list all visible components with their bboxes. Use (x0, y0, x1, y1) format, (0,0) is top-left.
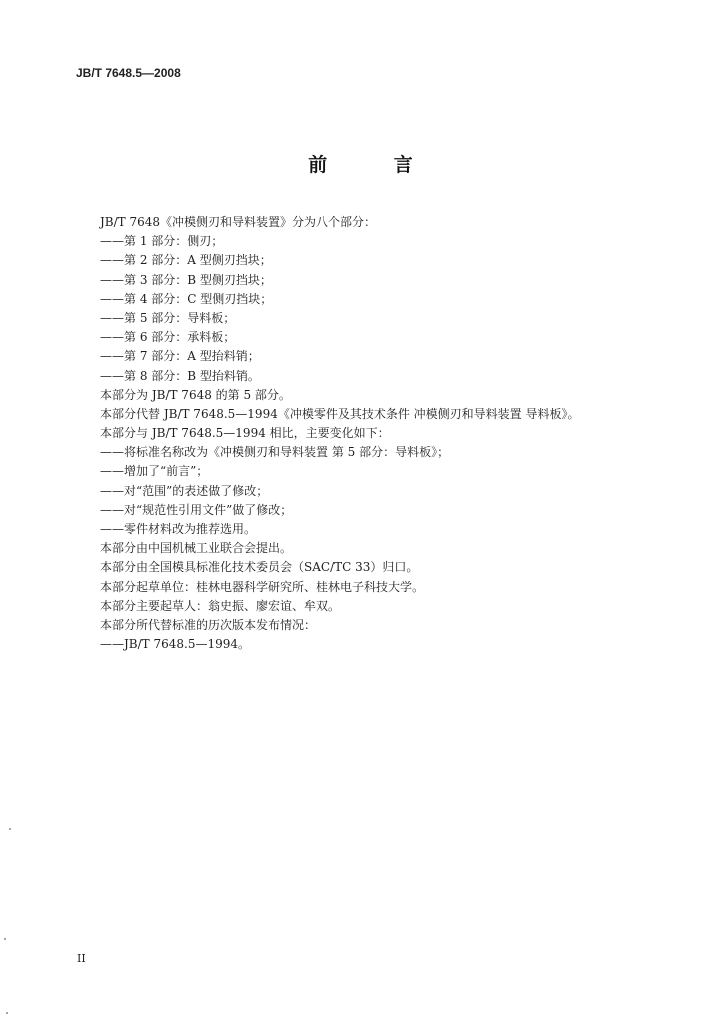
scan-speck (6, 1012, 8, 1014)
body-line: ——第 2 部分：A 型侧刃挡块； (100, 253, 272, 268)
scan-speck (9, 828, 11, 830)
body-line: 本部分与 JB/T 7648.5—1994 相比，主要变化如下： (100, 426, 390, 441)
body-line: 本部分由中国机械工业联合会提出。 (100, 541, 293, 556)
body-line: ——第 5 部分：导料板； (100, 310, 236, 325)
scan-speck (4, 938, 6, 940)
standard-code-header: JB/T 7648.5—2008 (76, 66, 181, 80)
page-title: 前 言 (308, 154, 443, 176)
body-line: 本部分起草单位：桂林电器科学研究所、桂林电子科技大学。 (100, 579, 425, 594)
body-line: ——第 3 部分：B 型侧刃挡块； (100, 272, 272, 287)
body-line: 本部分为 JB/T 7648 的第 5 部分。 (100, 387, 291, 402)
body-line: 本部分由全国模具标准化技术委员会（SAC/TC 33）归口。 (100, 560, 419, 575)
body-line: JB/T 7648《冲模侧刃和导料装置》分为八个部分： (100, 215, 377, 229)
body-line: 本部分主要起草人：翁史振、廖宏谊、牟双。 (100, 598, 341, 613)
body-line: 本部分所代替标准的历次版本发布情况： (100, 617, 317, 632)
body-line: ——JB/T 7648.5—1994。 (100, 637, 251, 652)
body-line: ——第 1 部分：侧刃； (100, 234, 224, 249)
foreword-body (100, 213, 660, 654)
body-line: ——将标准名称改为《冲模侧刃和导料装置 第 5 部分：导料板》； (100, 445, 450, 460)
page-number: II (77, 952, 86, 965)
body-line: ——第 4 部分：C 型侧刃挡块； (100, 291, 273, 306)
body-line: ——对“规范性引用文件”做了修改； (100, 502, 293, 517)
body-line: 本部分代替 JB/T 7648.5—1994《冲模零件及其技术条件 冲模侧刃和导料装置 导料板》。 (100, 406, 580, 421)
body-line: ——增加了“前言”； (100, 464, 209, 479)
body-line: ——第 8 部分：B 型抬料销。 (100, 368, 260, 383)
body-line: ——对“范围”的表述做了修改； (100, 483, 269, 498)
body-line: ——第 7 部分：A 型抬料销； (100, 349, 260, 364)
body-line: ——零件材料改为推荐选用。 (100, 522, 257, 536)
body-line: ——第 6 部分：承料板； (100, 330, 236, 345)
